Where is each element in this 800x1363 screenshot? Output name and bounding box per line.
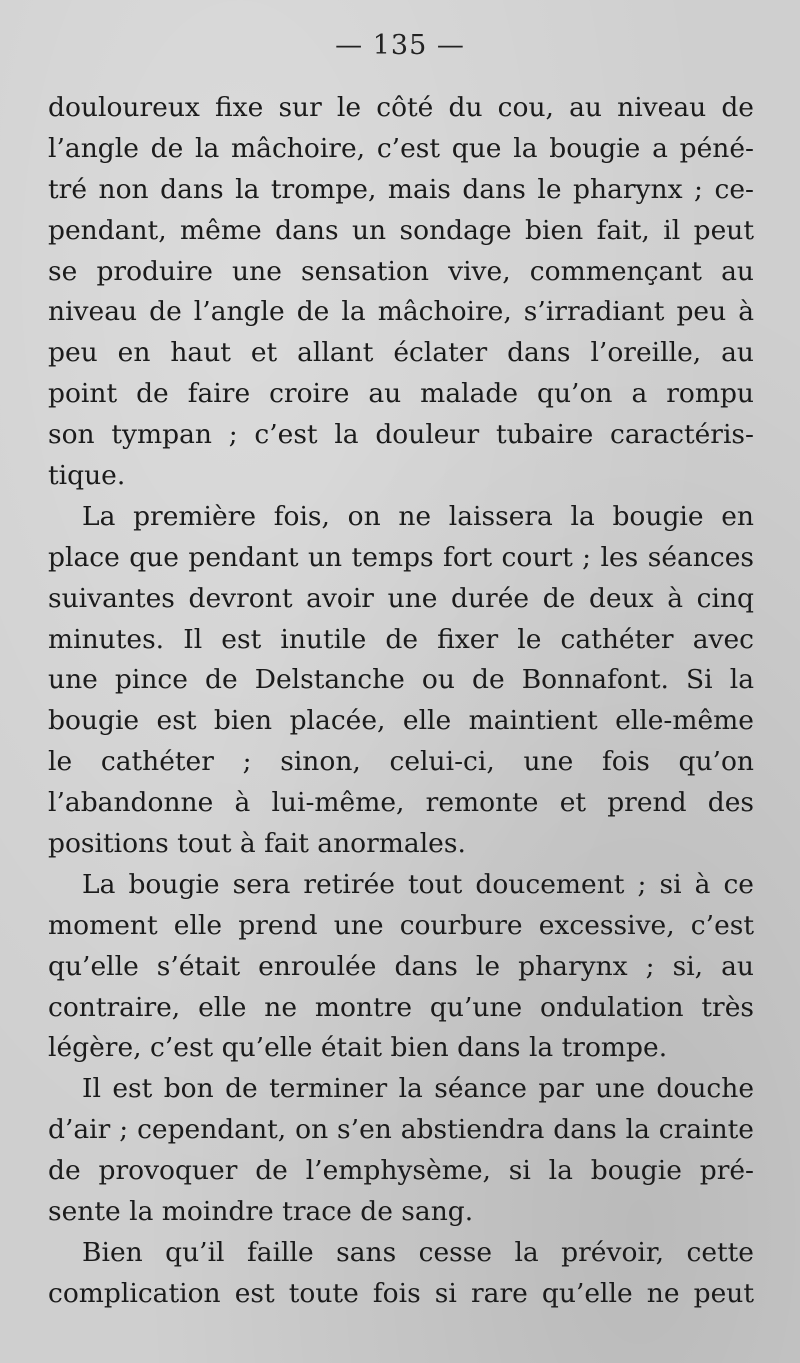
text-line: moment elle prend une courbure excessive, c’est — [48, 909, 754, 941]
text-line: suivantes devront avoir une durée de deux à cinq — [48, 582, 754, 614]
text-line: Bien qu’il faille sans cesse la prévoir, cette — [82, 1236, 754, 1268]
text-line: qu’elle s’était enroulée dans le pharynx ; si, au — [48, 950, 754, 982]
text-line: le cathéter ; sinon, celui-ci, une fois qu’on — [48, 746, 754, 778]
text-line: tré non dans la trompe, mais dans le pharynx ; ce- — [48, 173, 754, 205]
text-line: bougie est bien placée, elle maintient elle-même — [48, 705, 754, 737]
text-line: La bougie sera retirée tout doucement ; si à ce — [82, 868, 754, 900]
text-line: contraire, elle ne montre qu’une ondulation très — [48, 991, 754, 1023]
text-line: complication est toute fois si rare qu’elle ne peut — [48, 1277, 754, 1309]
page-number: — 135 — — [335, 30, 465, 61]
text-line: se produire une sensation vive, commençant au — [48, 255, 754, 287]
text-line: point de faire croire au malade qu’on a rompu — [48, 378, 754, 410]
text-line: d’air ; cependant, on s’en abstiendra dans la crainte — [48, 1114, 754, 1146]
text-line: place que pendant un temps fort court ; les séances — [48, 541, 754, 573]
text-line: sente la moindre trace de sang. — [48, 1196, 474, 1228]
text-line: niveau de l’angle de la mâchoire, s’irradiant peu à — [48, 296, 754, 328]
text-line: son tympan ; c’est la douleur tubaire caractéris- — [48, 419, 754, 451]
text-line: de provoquer de l’emphysème, si la bougie pré- — [48, 1155, 754, 1187]
text-line: peu en haut et allant éclater dans l’oreille, au — [48, 337, 754, 369]
body-text — [48, 88, 754, 1315]
text-line: minutes. Il est inutile de fixer le cathéter avec — [48, 623, 754, 655]
text-line: douloureux fixe sur le côté du cou, au niveau de — [48, 92, 754, 123]
text-line: une pince de Delstanche ou de Bonnafont. Si la — [48, 664, 754, 696]
text-line: l’angle de la mâchoire, c’est que la bougie a péné- — [48, 132, 754, 164]
text-line: positions tout à fait anormales. — [48, 828, 466, 860]
text-line: pendant, même dans un sondage bien fait, il peut — [48, 214, 754, 246]
text-line: tique. — [48, 460, 126, 492]
text-line: légère, c’est qu’elle était bien dans la trompe. — [48, 1032, 668, 1064]
text-line: Il est bon de terminer la séance par une douche — [82, 1073, 754, 1105]
text-line: La première fois, on ne laissera la bougie en — [82, 500, 754, 532]
text-line: l’abandonne à lui-même, remonte et prend des — [48, 787, 754, 819]
